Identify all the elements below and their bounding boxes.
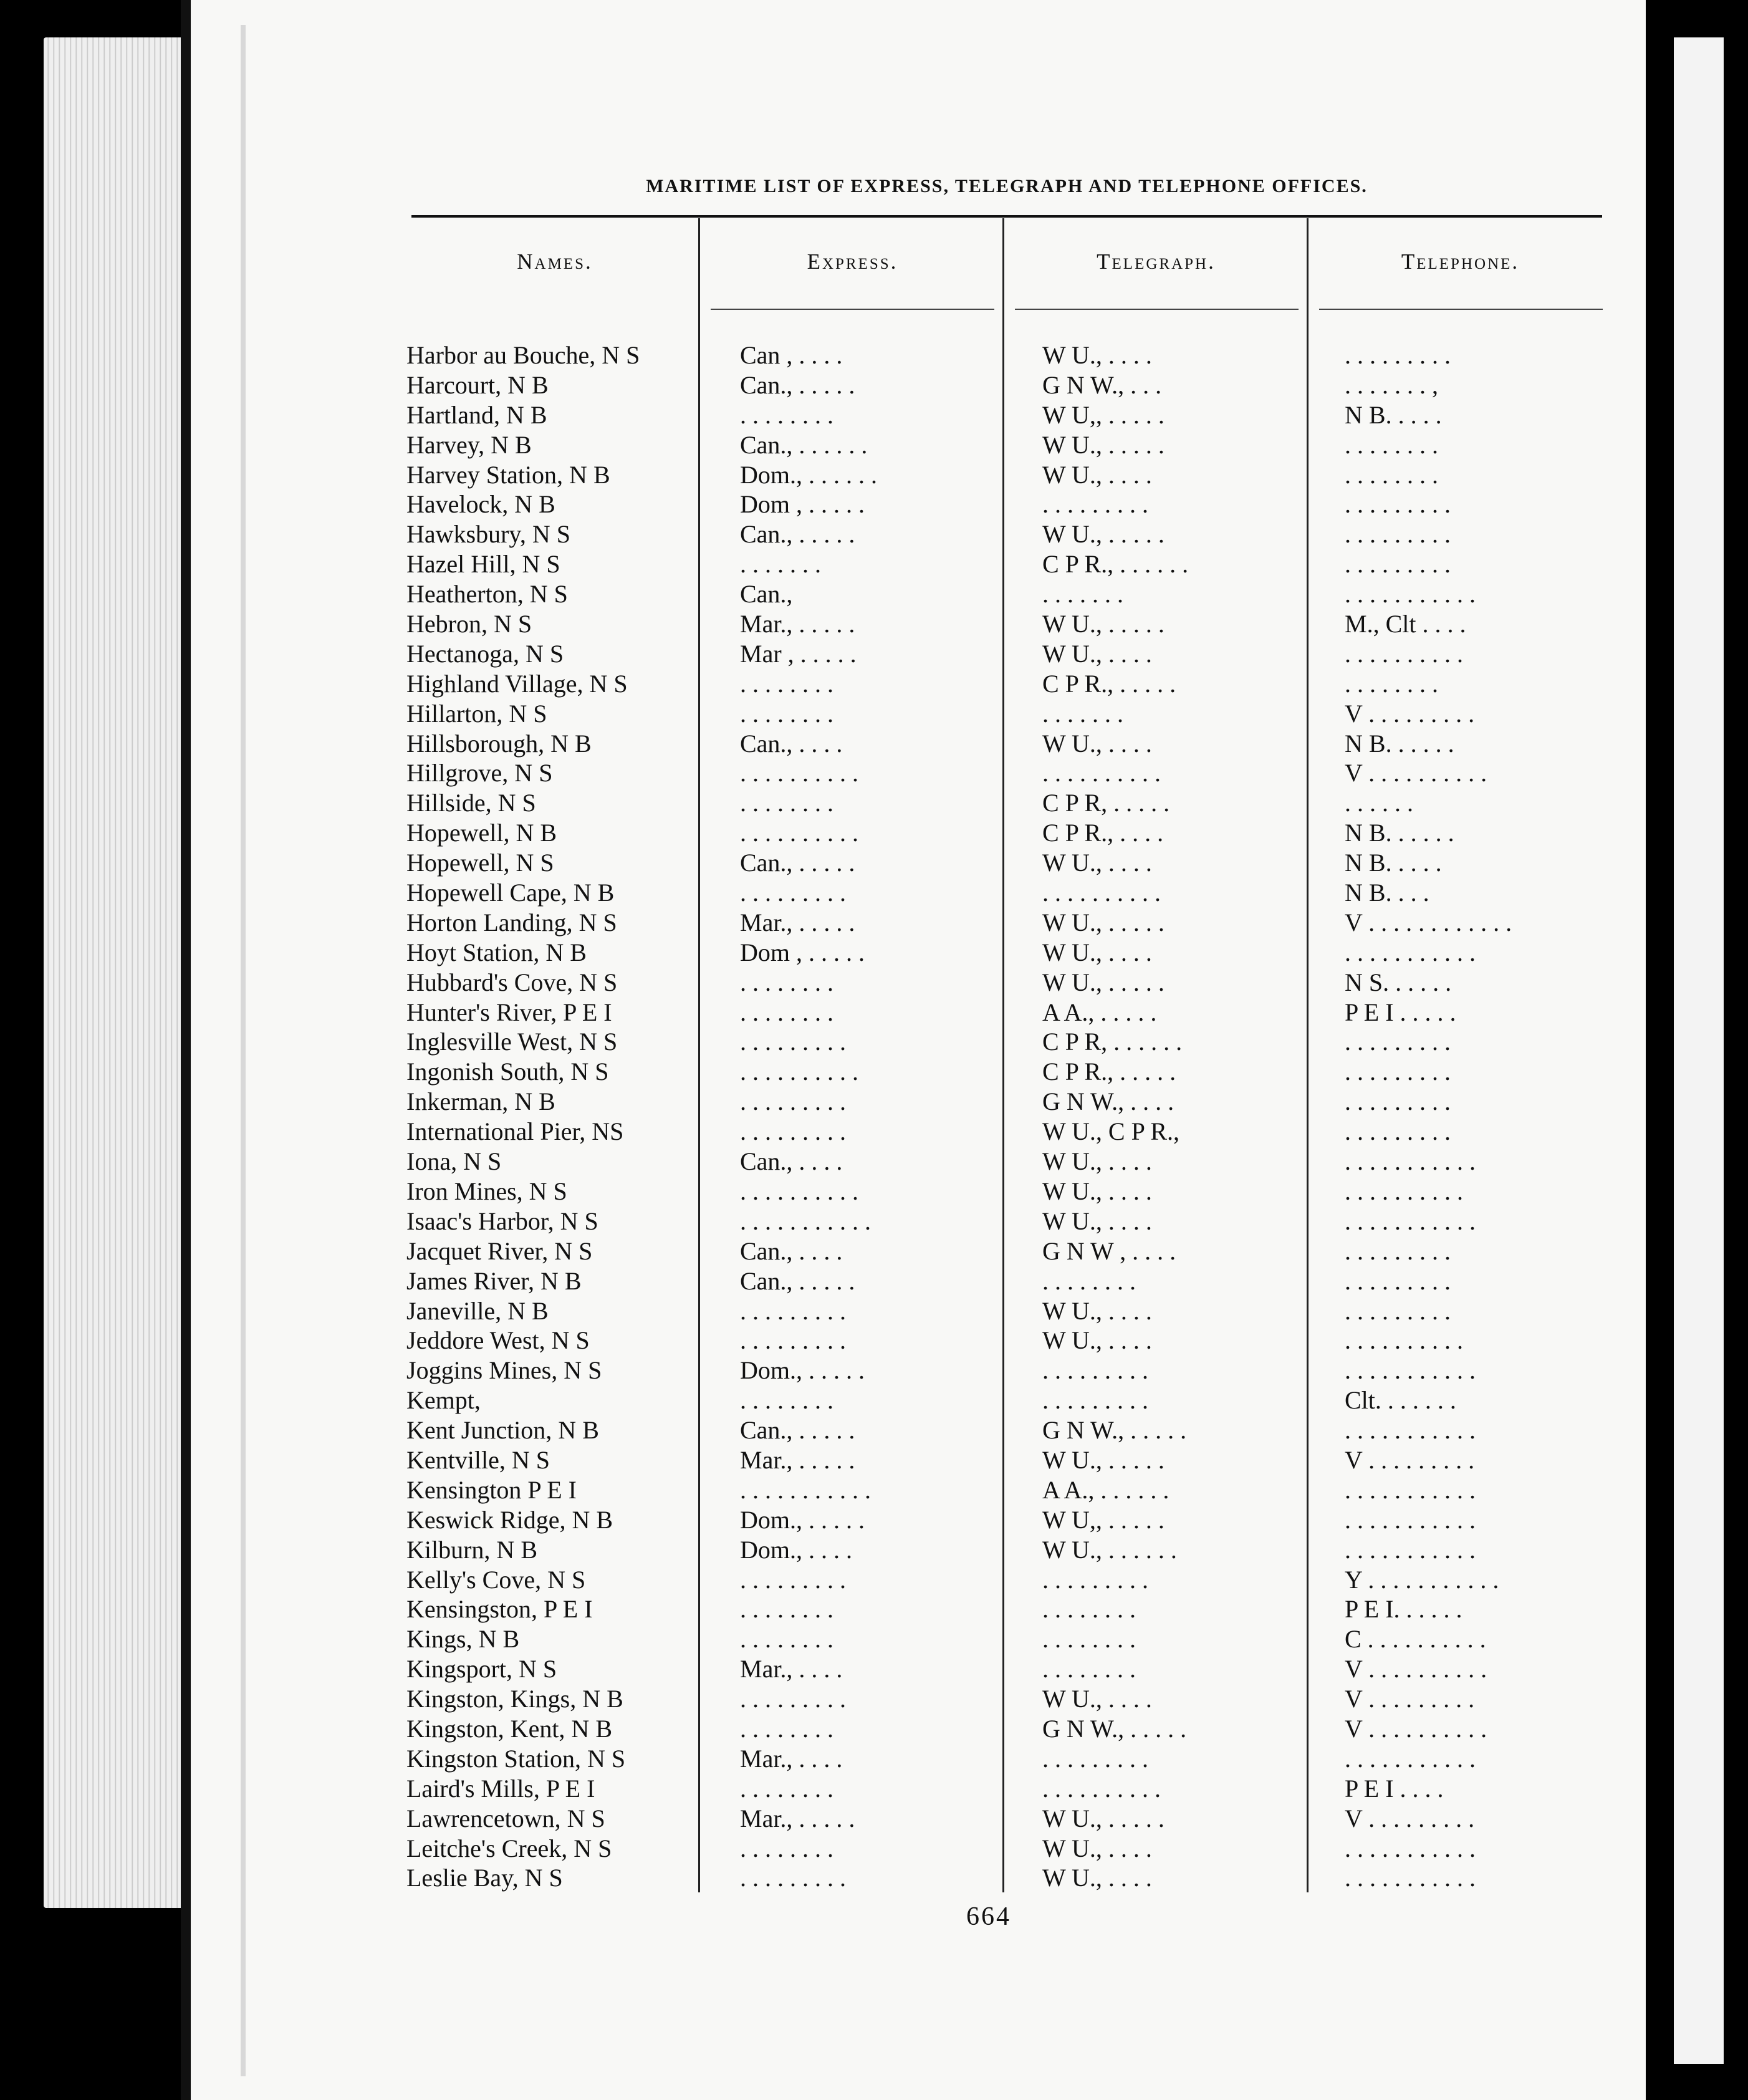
telegraph-cell: W U,, . . . . . (1042, 400, 1165, 429)
telephone-cell: . . . . . . . . . . . (1345, 1147, 1476, 1176)
telephone-cell: . . . . . . . . . . (1345, 1326, 1463, 1355)
telegraph-cell: . . . . . . . . . (1042, 1565, 1148, 1594)
table-row (406, 669, 1616, 699)
table-row (406, 1475, 1616, 1505)
telephone-cell: . . . . . . . . . . . (1345, 1535, 1476, 1564)
telegraph-cell: W U., . . . . (1042, 460, 1152, 489)
table-row (406, 430, 1616, 460)
office-name: Jacquet River, N S (406, 1236, 593, 1265)
table-row (406, 1505, 1616, 1535)
telegraph-cell: W U., . . . . . (1042, 968, 1165, 996)
telephone-cell: . . . . . . . . . . . (1345, 1356, 1476, 1385)
express-cell: Mar., . . . . . (740, 610, 855, 638)
express-cell: . . . . . . . . . (740, 1326, 846, 1355)
express-cell: . . . . . . . . . . (740, 819, 858, 847)
telephone-cell: . . . . . . . . . (1345, 520, 1451, 549)
office-name: Hawksbury, N S (406, 520, 570, 549)
telegraph-cell: W U., . . . . (1042, 849, 1152, 877)
office-name: Leitche's Creek, N S (406, 1834, 612, 1862)
table-row (406, 878, 1616, 908)
office-name: Iona, N S (406, 1147, 502, 1176)
header-rule (411, 215, 1602, 218)
express-cell: . . . . . . . . (740, 1595, 833, 1624)
telegraph-cell: W U., . . . . (1042, 1147, 1152, 1176)
telephone-cell: N B. . . . . (1345, 849, 1442, 877)
telephone-cell: . . . . . . . . . (1345, 341, 1451, 369)
table-row (406, 1087, 1616, 1117)
telephone-cell: N B. . . . . . (1345, 819, 1454, 847)
telephone-cell: . . . . . . . . . (1345, 1296, 1451, 1325)
office-name: Hillarton, N S (406, 699, 547, 728)
telephone-cell: . . . . . . . . (1345, 460, 1438, 489)
table-row (406, 1804, 1616, 1834)
telephone-cell: V . . . . . . . . . (1345, 1804, 1475, 1833)
telephone-cell: . . . . . . . . . . . (1345, 1475, 1476, 1504)
office-name: Hectanoga, N S (406, 639, 564, 668)
table-row (406, 1296, 1616, 1326)
telephone-cell: . . . . . . . . . . . (1345, 1744, 1476, 1773)
office-name: Leslie Bay, N S (406, 1864, 563, 1892)
table-row (406, 848, 1616, 878)
office-name: Hopewell Cape, N B (406, 879, 615, 907)
telephone-cell: . . . . . . (1345, 789, 1413, 817)
express-cell: Mar., . . . . (740, 1744, 843, 1773)
table-row (406, 1356, 1616, 1385)
telephone-cell: V . . . . . . . . . . (1345, 759, 1487, 788)
office-name: Harvey, N B (406, 430, 532, 459)
office-name: Havelock, N B (406, 490, 555, 519)
telephone-cell: . . . . . . . . . . (1345, 1177, 1463, 1205)
express-cell: Can., . . . . (740, 1147, 843, 1176)
header-underline (711, 309, 994, 310)
office-name: Ingonish South, N S (406, 1057, 609, 1086)
telegraph-cell: . . . . . . . . . (1042, 1744, 1148, 1773)
telephone-cell: . . . . . . . . . (1345, 490, 1451, 519)
office-name: Joggins Mines, N S (406, 1356, 602, 1385)
express-cell: . . . . . . . . (740, 1834, 833, 1862)
telegraph-cell: . . . . . . . . . . (1042, 1774, 1161, 1803)
express-cell: . . . . . . . . (740, 1386, 833, 1415)
express-cell: . . . . . . . . . . . (740, 1475, 871, 1504)
telegraph-cell: C P R., . . . . (1042, 819, 1164, 847)
telegraph-cell: W U., . . . . (1042, 938, 1152, 966)
column-header-names: Names. (517, 249, 593, 274)
telephone-cell: P E I . . . . (1345, 1774, 1444, 1803)
table-row (406, 549, 1616, 579)
page-header: MARITIME LIST OF EXPRESS, TELEGRAPH AND TELEPHONE OFFICES. (646, 176, 1368, 196)
office-name: Harcourt, N B (406, 370, 549, 399)
office-name: Kensington P E I (406, 1475, 577, 1504)
column-header-telegraph: Telegraph. (1097, 249, 1216, 274)
telegraph-cell: W U., . . . . (1042, 341, 1152, 369)
office-name: Hillsborough, N B (406, 729, 592, 758)
express-cell: . . . . . . . . (740, 669, 833, 698)
express-cell: Can., . . . . . (740, 520, 855, 549)
office-name: Keswick Ridge, N B (406, 1505, 613, 1534)
table-row (406, 699, 1616, 729)
office-name: Kelly's Cove, N S (406, 1565, 586, 1594)
table-row (406, 1027, 1616, 1057)
telephone-cell: P E I . . . . . (1345, 998, 1456, 1026)
telephone-cell: . . . . . . . . . (1345, 1236, 1451, 1265)
express-cell: Can., . . . . . (740, 370, 855, 399)
telephone-cell: . . . . . . . . . . . (1345, 1207, 1476, 1235)
express-cell: Dom , . . . . . (740, 490, 865, 519)
telegraph-cell: . . . . . . . . . . (1042, 759, 1161, 788)
express-cell: Can., . . . . . (740, 1266, 855, 1295)
table-row (406, 340, 1616, 370)
express-cell: Mar , . . . . . (740, 639, 857, 668)
telegraph-cell: A A., . . . . . (1042, 998, 1157, 1026)
telephone-cell: . . . . . . . . . . (1345, 639, 1463, 668)
telephone-cell: . . . . . . . . . . . (1345, 1505, 1476, 1534)
office-name: Hillgrove, N S (406, 759, 553, 788)
table-row (406, 400, 1616, 430)
telegraph-cell: C P R., . . . . . . (1042, 550, 1189, 579)
header-underline (1319, 309, 1603, 310)
office-name: Hopewell, N S (406, 849, 554, 877)
office-name: Horton Landing, N S (406, 908, 617, 937)
office-name: Inglesville West, N S (406, 1028, 618, 1056)
table-row (406, 1236, 1616, 1266)
express-cell: . . . . . . . . . . (740, 759, 858, 788)
telegraph-cell: C P R, . . . . . (1042, 789, 1170, 817)
table-row (406, 758, 1616, 788)
office-name: Kentville, N S (406, 1445, 550, 1474)
table-row (406, 1535, 1616, 1565)
office-name: Hunter's River, P E I (406, 998, 612, 1026)
header-underline (1015, 309, 1299, 310)
office-name: Kingston, Kent, N B (406, 1714, 612, 1743)
express-cell: Can., . . . . . (740, 849, 855, 877)
office-list (406, 340, 1616, 1893)
telephone-cell: V . . . . . . . . . (1345, 1685, 1475, 1713)
express-cell: Dom., . . . . . (740, 1505, 865, 1534)
telephone-cell: V . . . . . . . . . (1345, 1445, 1475, 1474)
table-row (406, 1654, 1616, 1684)
table-row (406, 1594, 1616, 1624)
express-cell: . . . . . . . . (740, 1714, 833, 1743)
telephone-cell: N B. . . . . (1345, 400, 1442, 429)
table-row (406, 489, 1616, 519)
express-cell: Can., . . . . (740, 729, 843, 758)
telephone-cell: . . . . . . . . . . . (1345, 580, 1476, 609)
office-name: Isaac's Harbor, N S (406, 1207, 598, 1235)
table-row (406, 460, 1616, 490)
telegraph-cell: . . . . . . . . . . (1042, 879, 1161, 907)
express-cell: . . . . . . . . . (740, 879, 846, 907)
express-cell: . . . . . . . . . . (740, 1057, 858, 1086)
telegraph-cell: W U., . . . . . (1042, 520, 1165, 549)
column-header-telephone: Telephone. (1401, 249, 1520, 274)
telephone-cell: P E I. . . . . . (1345, 1595, 1462, 1624)
telegraph-cell: G N W., . . . . (1042, 1087, 1174, 1116)
table-row (406, 1774, 1616, 1804)
table-row (406, 938, 1616, 968)
telephone-cell: N S. . . . . . (1345, 968, 1452, 996)
telegraph-cell: . . . . . . . . . (1042, 490, 1148, 519)
table-row (406, 1177, 1616, 1207)
express-cell: Mar., . . . . . (740, 1445, 855, 1474)
table-row (406, 1415, 1616, 1445)
telephone-cell: . . . . . . . . . (1345, 1057, 1451, 1086)
express-cell: . . . . . . . . (740, 968, 833, 996)
telephone-cell: V . . . . . . . . . . (1345, 1655, 1487, 1683)
express-cell: . . . . . . . . (740, 699, 833, 728)
telegraph-cell: A A., . . . . . . (1042, 1475, 1169, 1504)
office-name: Heatherton, N S (406, 580, 568, 609)
telegraph-cell: W U., . . . . . (1042, 908, 1165, 937)
office-name: Hubbard's Cove, N S (406, 968, 618, 996)
telegraph-cell: W U., . . . . (1042, 1326, 1152, 1355)
telegraph-cell: C P R., . . . . . (1042, 669, 1176, 698)
office-name: James River, N B (406, 1266, 582, 1295)
telegraph-cell: W U., . . . . (1042, 1296, 1152, 1325)
telegraph-cell: W U., . . . . . (1042, 430, 1165, 459)
office-name: Kent Junction, N B (406, 1416, 599, 1445)
office-name: Iron Mines, N S (406, 1177, 567, 1205)
telegraph-cell: C P R, . . . . . . (1042, 1028, 1183, 1056)
table-row (406, 729, 1616, 759)
express-cell: . . . . . . . . (740, 400, 833, 429)
telephone-cell: Y . . . . . . . . . . . (1345, 1565, 1499, 1594)
telegraph-cell: W U., . . . . . (1042, 1445, 1165, 1474)
office-name: Kilburn, N B (406, 1535, 537, 1564)
table-row (406, 370, 1616, 400)
page-number: 664 (966, 1902, 1011, 1931)
express-cell: Can., . . . . (740, 1236, 843, 1265)
express-cell: Mar., . . . . (740, 1655, 843, 1683)
table-row (406, 998, 1616, 1028)
table-row (406, 908, 1616, 938)
column-header-express: Express. (807, 249, 898, 274)
table-row (406, 968, 1616, 998)
table-row (406, 1266, 1616, 1296)
telephone-cell: . . . . . . . . . . . (1345, 938, 1476, 966)
table-row (406, 1326, 1616, 1356)
express-cell: . . . . . . . . . (740, 1296, 846, 1325)
office-name: Kensingston, P E I (406, 1595, 593, 1624)
office-name: Kings, N B (406, 1625, 520, 1654)
office-name: Kempt, (406, 1386, 481, 1415)
page-gutter-shadow (241, 25, 246, 2076)
office-name: Inkerman, N B (406, 1087, 555, 1116)
office-name: Janeville, N B (406, 1296, 549, 1325)
table-row (406, 818, 1616, 848)
telegraph-cell: W U,, . . . . . (1042, 1505, 1165, 1534)
table-row (406, 1117, 1616, 1147)
telegraph-cell: G N W., . . . . . (1042, 1416, 1187, 1445)
express-cell: . . . . . . . . . (740, 1028, 846, 1056)
telegraph-cell: . . . . . . . . (1042, 1595, 1136, 1624)
express-cell: . . . . . . . . (740, 1625, 833, 1654)
express-cell: Mar., . . . . . (740, 1804, 855, 1833)
telegraph-cell: . . . . . . . (1042, 580, 1123, 609)
office-name: Hartland, N B (406, 400, 547, 429)
telegraph-cell: . . . . . . . . . (1042, 1386, 1148, 1415)
office-name: Laird's Mills, P E I (406, 1774, 595, 1803)
express-cell: Dom., . . . . (740, 1535, 852, 1564)
express-cell: . . . . . . . . . . (740, 1177, 858, 1205)
telephone-cell: . . . . . . . . . (1345, 1266, 1451, 1295)
express-cell: Dom., . . . . . (740, 1356, 865, 1385)
table-row (406, 1147, 1616, 1177)
telephone-cell: . . . . . . . . . . . (1345, 1864, 1476, 1892)
telegraph-cell: G N W., . . . . . (1042, 1714, 1187, 1743)
express-cell: . . . . . . . . . (740, 1864, 846, 1892)
office-name: International Pier, NS (406, 1117, 624, 1146)
telephone-cell: M., Clt . . . . (1345, 610, 1466, 638)
express-cell: . . . . . . . (740, 550, 821, 579)
telegraph-cell: W U., . . . . (1042, 1864, 1152, 1892)
express-cell: Can , . . . . (740, 341, 843, 369)
table-row (406, 1834, 1616, 1864)
telegraph-cell: W U., C P R., (1042, 1117, 1180, 1146)
office-name: Jeddore West, N S (406, 1326, 590, 1355)
express-cell: . . . . . . . . (740, 1774, 833, 1803)
table-row (406, 639, 1616, 669)
table-row (406, 1445, 1616, 1475)
table-row (406, 1744, 1616, 1774)
express-cell: . . . . . . . . . (740, 1685, 846, 1713)
office-name: Highland Village, N S (406, 669, 628, 698)
telephone-cell: . . . . . . . . . (1345, 550, 1451, 579)
table-row (406, 1385, 1616, 1415)
office-name: Hopewell, N B (406, 819, 557, 847)
telegraph-cell: W U., . . . . . . (1042, 1535, 1177, 1564)
telegraph-cell: W U., . . . . (1042, 1834, 1152, 1862)
telegraph-cell: W U., . . . . . (1042, 610, 1165, 638)
telegraph-cell: . . . . . . . . . (1042, 1356, 1148, 1385)
express-cell: . . . . . . . . . (740, 1087, 846, 1116)
telephone-cell: V . . . . . . . . . (1345, 699, 1475, 728)
telegraph-cell: G N W., . . . (1042, 370, 1162, 399)
table-row (406, 1863, 1616, 1893)
table-row (406, 609, 1616, 639)
office-name: Hazel Hill, N S (406, 550, 560, 579)
express-cell: Dom , . . . . . (740, 938, 865, 966)
telephone-cell: N B. . . . (1345, 879, 1429, 907)
telegraph-cell: . . . . . . . (1042, 699, 1123, 728)
office-name: Hillside, N S (406, 789, 536, 817)
express-cell: Can., . . . . . (740, 1416, 855, 1445)
express-cell: . . . . . . . . (740, 998, 833, 1026)
telephone-cell: C . . . . . . . . . . (1345, 1625, 1486, 1654)
table-row (406, 1565, 1616, 1595)
telegraph-cell: W U., . . . . (1042, 639, 1152, 668)
telegraph-cell: W U., . . . . . (1042, 1804, 1165, 1833)
table-row (406, 1684, 1616, 1714)
telegraph-cell: W U., . . . . (1042, 1207, 1152, 1235)
table-row (406, 579, 1616, 609)
express-cell: . . . . . . . . . (740, 1565, 846, 1594)
table-row (406, 1057, 1616, 1087)
telegraph-cell: . . . . . . . . (1042, 1625, 1136, 1654)
office-name: Hoyt Station, N B (406, 938, 587, 966)
office-name: Harvey Station, N B (406, 460, 610, 489)
office-name: Kingston, Kings, N B (406, 1685, 623, 1713)
telegraph-cell: W U., . . . . (1042, 1177, 1152, 1205)
telephone-cell: . . . . . . . . . (1345, 1028, 1451, 1056)
telephone-cell: . . . . . . . . . (1345, 1117, 1451, 1146)
telephone-cell: V . . . . . . . . . . . . (1345, 908, 1512, 937)
telegraph-cell: C P R., . . . . . (1042, 1057, 1176, 1086)
table-row (406, 1714, 1616, 1744)
office-name: Kingsport, N S (406, 1655, 557, 1683)
office-name: Hebron, N S (406, 610, 532, 638)
telephone-cell: V . . . . . . . . . . (1345, 1714, 1487, 1743)
telephone-cell: . . . . . . . . (1345, 669, 1438, 698)
table-row (406, 519, 1616, 549)
table-row (406, 1624, 1616, 1654)
telegraph-cell: G N W , . . . . (1042, 1236, 1176, 1265)
telegraph-cell: W U., . . . . (1042, 1685, 1152, 1713)
express-cell: Mar., . . . . . (740, 908, 855, 937)
table-row (406, 788, 1616, 818)
telegraph-cell: . . . . . . . . (1042, 1655, 1136, 1683)
express-cell: Dom., . . . . . . (740, 460, 877, 489)
express-cell: . . . . . . . . . . . (740, 1207, 871, 1235)
telephone-cell: . . . . . . . . (1345, 430, 1438, 459)
telephone-cell: N B. . . . . . (1345, 729, 1454, 758)
express-cell: . . . . . . . . . (740, 1117, 846, 1146)
office-name: Lawrencetown, N S (406, 1804, 605, 1833)
office-name: Kingston Station, N S (406, 1744, 626, 1773)
telephone-cell: . . . . . . . . . . . (1345, 1834, 1476, 1862)
express-cell: Can., . . . . . . (740, 430, 868, 459)
telephone-cell: . . . . . . . . . . . (1345, 1416, 1476, 1445)
telephone-cell: Clt. . . . . . . (1345, 1386, 1456, 1415)
telegraph-cell: W U., . . . . (1042, 729, 1152, 758)
facing-page-edge (1674, 37, 1724, 2064)
office-name: Harbor au Bouche, N S (406, 341, 640, 369)
telephone-cell: . . . . . . . , (1345, 370, 1438, 399)
express-cell: Can., (740, 580, 793, 609)
express-cell: . . . . . . . . (740, 789, 833, 817)
table-row (406, 1207, 1616, 1236)
telegraph-cell: . . . . . . . . (1042, 1266, 1136, 1295)
telephone-cell: . . . . . . . . . (1345, 1087, 1451, 1116)
